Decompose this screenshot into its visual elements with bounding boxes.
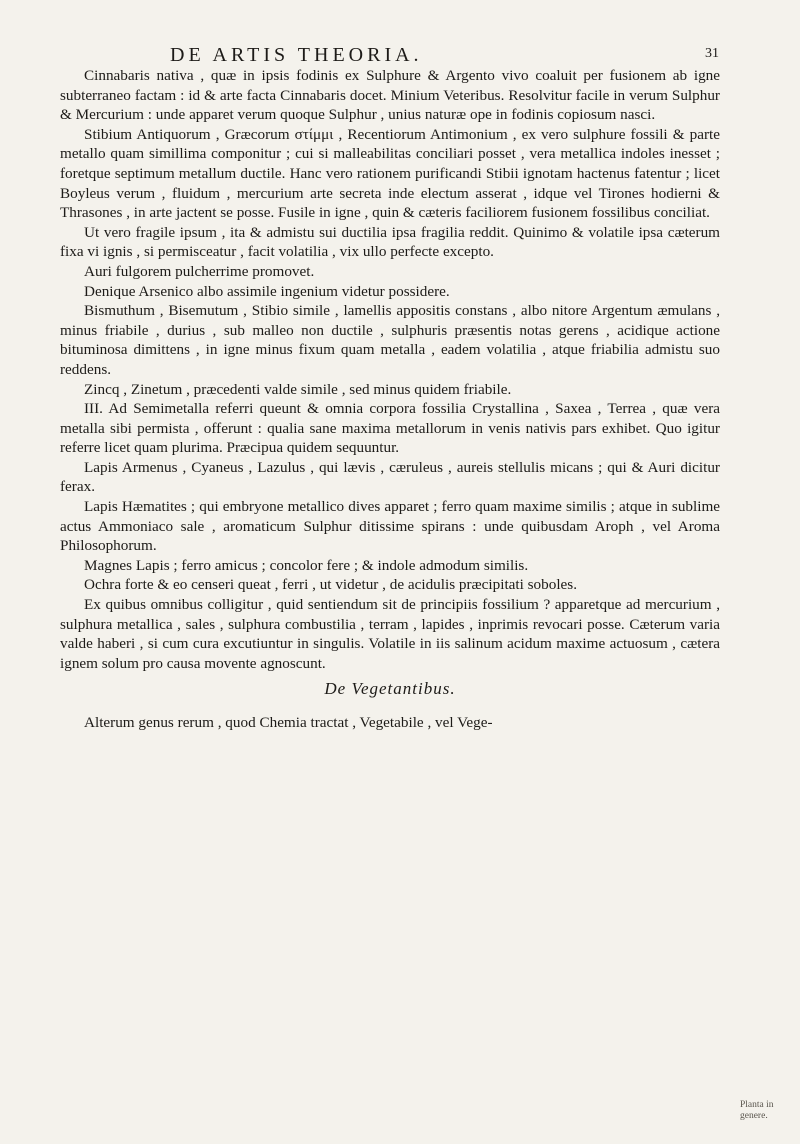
paragraph-fragile: Ut vero fragile ipsum , ita & admistu sui ductilia ipsa fragilia reddit. Quinimo & volatile ipsa cæterum fixa vi ignis , si permisceatur , facit volatilia , vix ullo perfecte excepto. (60, 223, 720, 261)
paragraph-magnes: Magnes Lapis ; ferro amicus ; concolor fere ; & indole admodum similis. (84, 556, 529, 574)
paragraph-stibium: Stibium Antiquorum , Græcorum στίμμι , Recentiorum Antimonium , ex vero sulphure fossili & parte metallo quam simillima componitur ; cui si malleabilitas conciliari posset , vera metallica indoles inesset ; foretque septimum metallum ductile. Hanc vero rationem purificandi Stibii ignotam hactenus fatentur ; licet Boyleus verum , fluidum , mercurium arte secreta inde electum asserat , idque vel Tirones hodierni & Thrasones , in arte jactent se posse. Fusile in igne , quin & cæteris faciliorem fusionem fossilibus conciliat. (60, 125, 720, 222)
paragraph-arsenico: Denique Arsenico albo assimile ingenium videtur possidere. (84, 282, 450, 300)
paragraph-bismuthum: Bismuthum , Bisemutum , Stibio simile , lamellis appositis constans , albo nitore Argentum æmulans , minus friabile , durius , sub malleo non ductile , sulphuris præsentis notas gerens , acidique actione bituminosa dimittens , in igne minus fixum quam metalla , eadem volatilia , atque friabilia admistu suo reddens. (60, 302, 720, 378)
paragraph-alterum: Alterum genus rerum , quod Chemia tractat , Vegetabile , vel Vege- (84, 714, 493, 731)
paragraph-zincq: Zincq , Zinetum , præcedenti valde simile , sed minus quidem friabile. (84, 380, 512, 398)
paragraph-haematites: Lapis Hæmatites ; qui embryone metallico dives apparet ; ferro quam maxime similis ; atque in sublime actus Ammoniaco sale , aromaticum Sulphur ditissime spirans : unde quibusdam Aroph , vel Aroma Philosophorum. (60, 498, 720, 555)
paragraph-conclusion: Ex quibus omnibus colligitur , quid sentiendum sit de principiis fossilium ? apparetque ad mercurium , sulphura metallica , sales , sulphura combustilia , terram , lapides , inprimis revocari posse. Cæterum varia valde haberi , si cum cura excutiuntur in singulis. Volatile in iis salinum acidum maxime actuosum , cætera ignem solum pro causa movente agnoscunt. (60, 596, 720, 672)
paragraph-cinnabaris: Cinnabaris nativa , quæ in ipsis fodinis ex Sulphure & Argento vivo coaluit per fusionem ab igne subterraneo factam : id & arte facta Cinnabaris docet. Minium Veteribus. Resolvitur facile in verum Sulphur & Mercurium : unde apparet verum quoque Sulphur , unius naturæ ope in fodinis copiosum nasci. (60, 67, 720, 124)
paragraph-ochra: Ochra forte & eo censeri queat , ferri , ut videtur , de acidulis præcipitati soboles. (84, 576, 578, 594)
paragraph-semimetalla: III. Ad Semimetalla referri queunt & omnia corpora fossilia Crystallina , Saxea , Terrea , quæ vera metalla sibi permista , offerunt : qualia sane maxima metallorum in venis nativis pars exhibet. Quo igitur referre licet quam plurima. Præcipua quidem sequuntur. (60, 400, 720, 457)
paragraph-auri: Auri fulgorem pulcherrime promovet. (84, 262, 315, 280)
body-text (60, 66, 720, 733)
margin-note: Planta in genere. (740, 1100, 774, 1121)
paragraph-lapis-armenus: Lapis Armenus , Cyaneus , Lazulus , qui lævis , cæruleus , aureis stellulis micans ; qui & Auri dicitur ferax. (60, 458, 720, 496)
page-number: 31 (705, 46, 719, 61)
running-head: DE ARTIS THEORIA. (170, 44, 423, 66)
section-heading: De Vegetantibus. (324, 679, 456, 699)
